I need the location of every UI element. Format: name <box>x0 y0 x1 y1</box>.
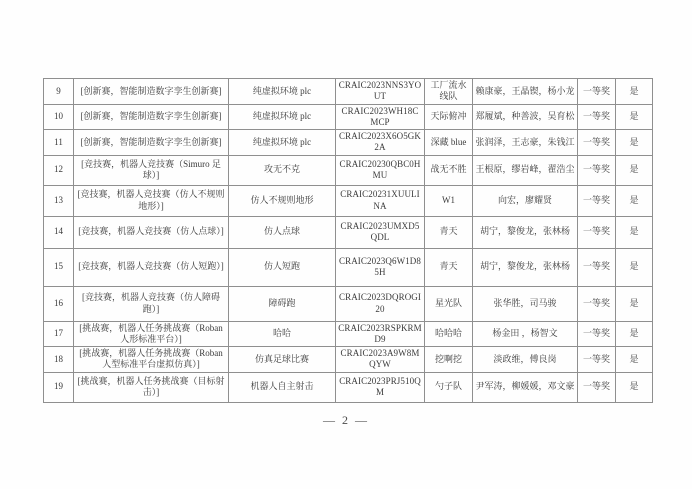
confirmed-cell: 是 <box>616 216 653 248</box>
row-index-cell: 12 <box>44 155 74 185</box>
award-cell: 一等奖 <box>578 248 616 286</box>
confirmed-cell: 是 <box>616 155 653 185</box>
entry-name-cell: 障碍跑 <box>229 286 336 321</box>
table-row <box>44 286 653 321</box>
confirmed-cell: 是 <box>616 321 653 347</box>
entry-name-cell: 攻无不克 <box>229 155 336 185</box>
entry-name-cell: 仿人不规则地形 <box>229 185 336 216</box>
award-cell: 一等奖 <box>578 347 616 373</box>
members-cell: 淡政维，傅良岗 <box>473 347 578 373</box>
team-name-cell: 青天 <box>425 216 473 248</box>
table-row <box>44 248 653 286</box>
award-cell: 一等奖 <box>578 372 616 402</box>
award-cell: 一等奖 <box>578 216 616 248</box>
event-name-cell: [创新赛，智能制造数字孪生创新赛] <box>74 79 229 105</box>
entry-name-cell: 仿人点球 <box>229 216 336 248</box>
row-index-cell: 10 <box>44 104 74 130</box>
entry-name-cell: 机器人自主射击 <box>229 372 336 402</box>
award-cell: 一等奖 <box>578 185 616 216</box>
row-index-cell: 14 <box>44 216 74 248</box>
team-name-cell: 深藏 blue <box>425 130 473 156</box>
members-cell: 杨金田 ，杨智文 <box>473 321 578 347</box>
registration-code-cell: CRAIC2023DQROGI20 <box>336 286 425 321</box>
row-index-cell: 18 <box>44 347 74 373</box>
team-name-cell: 勺子队 <box>425 372 473 402</box>
registration-code-cell: CRAIC2023RSPKRMD9 <box>336 321 425 347</box>
confirmed-cell: 是 <box>616 185 653 216</box>
entry-name-cell: 纯虚拟环境 plc <box>229 104 336 130</box>
event-name-cell: [挑战赛，机器人任务挑战赛（Roban 人形标准平台）] <box>74 321 229 347</box>
page-number: — 2 — <box>323 413 369 427</box>
team-name-cell: 青天 <box>425 248 473 286</box>
event-name-cell: [创新赛，智能制造数字孪生创新赛] <box>74 104 229 130</box>
confirmed-cell: 是 <box>616 286 653 321</box>
entry-name-cell: 纯虚拟环境 plc <box>229 79 336 105</box>
event-name-cell: [竞技赛，机器人竞技赛（仿人短跑）] <box>74 248 229 286</box>
table-row <box>44 372 653 402</box>
members-cell: 郑履斌，种善波，吴育松 <box>473 104 578 130</box>
table-row <box>44 130 653 156</box>
members-cell: 张华胜，司马骏 <box>473 286 578 321</box>
row-index-cell: 9 <box>44 79 74 105</box>
row-index-cell: 15 <box>44 248 74 286</box>
award-cell: 一等奖 <box>578 321 616 347</box>
event-name-cell: [竞技赛，机器人竞技赛（仿人障碍跑）] <box>74 286 229 321</box>
table-row <box>44 104 653 130</box>
award-results-table <box>43 78 653 403</box>
members-cell: 赖康豪，王晶锲，杨小龙 <box>473 79 578 105</box>
table-row <box>44 79 653 105</box>
members-cell: 张润泽，王志豪，朱钱江 <box>473 130 578 156</box>
confirmed-cell: 是 <box>616 347 653 373</box>
members-cell: 尹军涛，柳媛媛，邓文豪 <box>473 372 578 402</box>
event-name-cell: [竞技赛，机器人竞技赛（仿人点球）] <box>74 216 229 248</box>
team-name-cell: 战无不胜 <box>425 155 473 185</box>
registration-code-cell: CRAIC2023PRJ510QM <box>336 372 425 402</box>
table-row <box>44 185 653 216</box>
members-cell: 胡宁，黎俊龙，张林杨 <box>473 216 578 248</box>
award-cell: 一等奖 <box>578 286 616 321</box>
row-index-cell: 17 <box>44 321 74 347</box>
entry-name-cell: 哈哈 <box>229 321 336 347</box>
members-cell: 胡宁，黎俊龙，张林杨 <box>473 248 578 286</box>
confirmed-cell: 是 <box>616 104 653 130</box>
confirmed-cell: 是 <box>616 79 653 105</box>
award-cell: 一等奖 <box>578 155 616 185</box>
event-name-cell: [创新赛，智能制造数字孪生创新赛] <box>74 130 229 156</box>
row-index-cell: 16 <box>44 286 74 321</box>
confirmed-cell: 是 <box>616 372 653 402</box>
registration-code-cell: CRAIC2023Q6W1D85H <box>336 248 425 286</box>
event-name-cell: [竞技赛，机器人竞技赛（仿人不规则地形）] <box>74 185 229 216</box>
registration-code-cell: CRAIC20230QBC0HMU <box>336 155 425 185</box>
members-cell: 向宏，廖耀贤 <box>473 185 578 216</box>
confirmed-cell: 是 <box>616 248 653 286</box>
registration-code-cell: CRAIC2023A9W8MQYW <box>336 347 425 373</box>
team-name-cell: 星光队 <box>425 286 473 321</box>
row-index-cell: 11 <box>44 130 74 156</box>
award-cell: 一等奖 <box>578 79 616 105</box>
entry-name-cell: 仿真足球比赛 <box>229 347 336 373</box>
team-name-cell: 工厂流水线队 <box>425 79 473 105</box>
award-cell: 一等奖 <box>578 104 616 130</box>
registration-code-cell: CRAIC2023WH18CMCP <box>336 104 425 130</box>
event-name-cell: [竞技赛，机器人竞技赛（Simuro 足球）] <box>74 155 229 185</box>
award-results-table-body <box>44 79 653 403</box>
registration-code-cell: CRAIC20231XUULINA <box>336 185 425 216</box>
table-row <box>44 321 653 347</box>
table-row <box>44 155 653 185</box>
team-name-cell: W1 <box>425 185 473 216</box>
registration-code-cell: CRAIC2023UMXD5QDL <box>336 216 425 248</box>
confirmed-cell: 是 <box>616 130 653 156</box>
entry-name-cell: 纯虚拟环境 plc <box>229 130 336 156</box>
event-name-cell: [挑战赛，机器人任务挑战赛（目标射击）] <box>74 372 229 402</box>
registration-code-cell: CRAIC2023X6O5GK2A <box>336 130 425 156</box>
team-name-cell: 天际俯冲 <box>425 104 473 130</box>
table-row <box>44 216 653 248</box>
row-index-cell: 13 <box>44 185 74 216</box>
row-index-cell: 19 <box>44 372 74 402</box>
members-cell: 王根原，缪岩峰，翟浩尘 <box>473 155 578 185</box>
award-cell: 一等奖 <box>578 130 616 156</box>
team-name-cell: 哈哈哈 <box>425 321 473 347</box>
registration-code-cell: CRAIC2023NNS3YOUT <box>336 79 425 105</box>
entry-name-cell: 仿人短跑 <box>229 248 336 286</box>
table-row <box>44 347 653 373</box>
event-name-cell: [挑战赛，机器人任务挑战赛（Roban 人型标准平台虚拟仿真）] <box>74 347 229 373</box>
team-name-cell: 挖啊挖 <box>425 347 473 373</box>
